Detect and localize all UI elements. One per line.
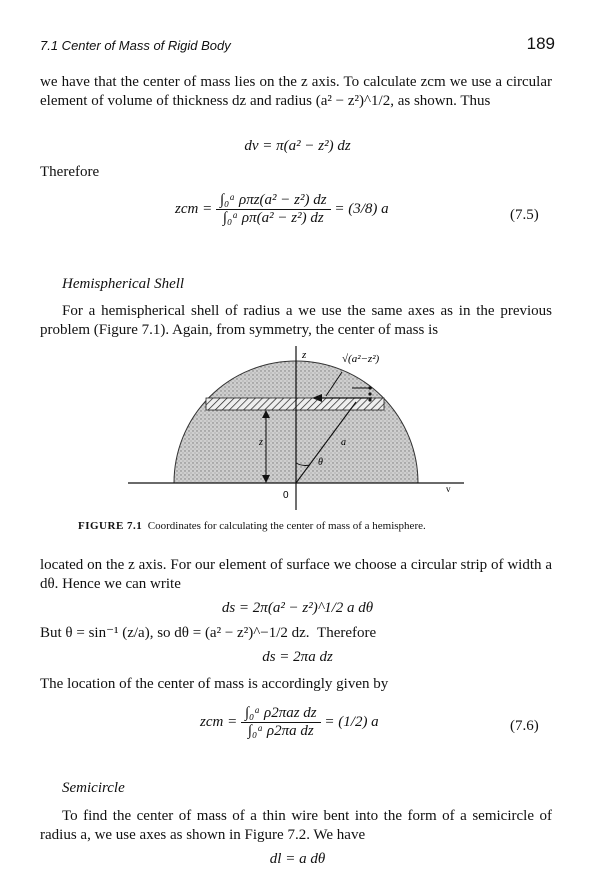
equation-7-6-fraction [241,705,321,740]
equation-7-6-denominator: ∫₀ᵃ ρ2πa dz [241,722,321,740]
equation-7-5 [175,192,389,227]
equation-ds-1: ds = 2π(a² − z²)^1/2 a dθ [221,600,374,616]
equation-7-6-lhs: zcm = [200,714,238,730]
paragraph-intro: we have that the center of mass lies on the z axis. To calculate zcm we use a circular element of volume of thickness dz and radius (a² − z²)^1/2, as shown. Thus [40,74,552,109]
figure-label-z-axis: z [302,349,307,361]
equation-ds-2: ds = 2πa dz [262,649,333,665]
figure-caption-text: Coordinates for calculating the center of mass of a hemisphere. [147,520,426,532]
page-number: 189 [526,34,555,53]
equation-7-6-numerator: ∫₀ᵃ ρ2πaz dz [244,705,317,721]
equation-dv: dv = π(a² − z²) dz [244,138,351,154]
equation-7-5-number: (7.5) [510,207,539,223]
paragraph-location: The location of the center of mass is accordingly given by [40,676,389,692]
figure-label-z: z [259,437,263,448]
paragraph-but-therefore: Therefore [317,625,377,641]
equation-7-5-denominator: ∫₀ᵃ ρπ(a² − z²) dz [216,209,331,227]
figure-caption [78,520,426,532]
paragraph-shell: For a hemispherical shell of radius a we use the same axes as in the previous problem (Figure 7.1). Again, from symmetry, the center of mass is [40,303,552,338]
section-heading-hemispherical-shell: Hemispherical Shell [62,276,185,292]
figure-caption-label: FIGURE 7.1 [78,520,143,532]
running-header: 7.1 Center of Mass of Rigid Body [40,38,231,53]
paragraph-but-main: But θ = sin⁻¹ (z/a), so dθ = (a² − z²)^−1/2 dz. [40,625,310,641]
figure-7-1 [120,342,480,512]
paragraph-but [40,624,552,643]
figure-label-origin: 0 [283,490,289,501]
hatched-strip [206,398,384,410]
paragraph-therefore: Therefore [40,164,100,180]
figure-label-radius: √(a²−z²) [342,353,380,365]
figure-label-theta: θ [318,457,323,468]
equation-7-6 [200,705,379,740]
equation-7-5-fraction [216,192,331,227]
section-heading-semicircle: Semicircle [62,780,125,796]
paragraph-semicircle: To find the center of mass of a thin wire bent into the form of a semicircle of radius a, we use axes as shown in Figure 7.2. We have [40,808,552,843]
equation-7-6-rhs: = (1/2) a [324,714,379,730]
figure-label-a: a [341,437,346,448]
equation-7-5-rhs: = (3/8) a [334,201,389,217]
paragraph-after-figure: located on the z axis. For our element of surface we choose a circular strip of width a dθ. Hence we can write [40,557,552,592]
equation-7-5-lhs: zcm = [175,201,213,217]
figure-label-v: v [446,484,451,494]
equation-7-6-number: (7.6) [510,718,539,734]
equation-7-5-numerator: ∫₀ᵃ ρπz(a² − z²) dz [219,192,327,208]
equation-dl: dl = a dθ [269,851,326,867]
